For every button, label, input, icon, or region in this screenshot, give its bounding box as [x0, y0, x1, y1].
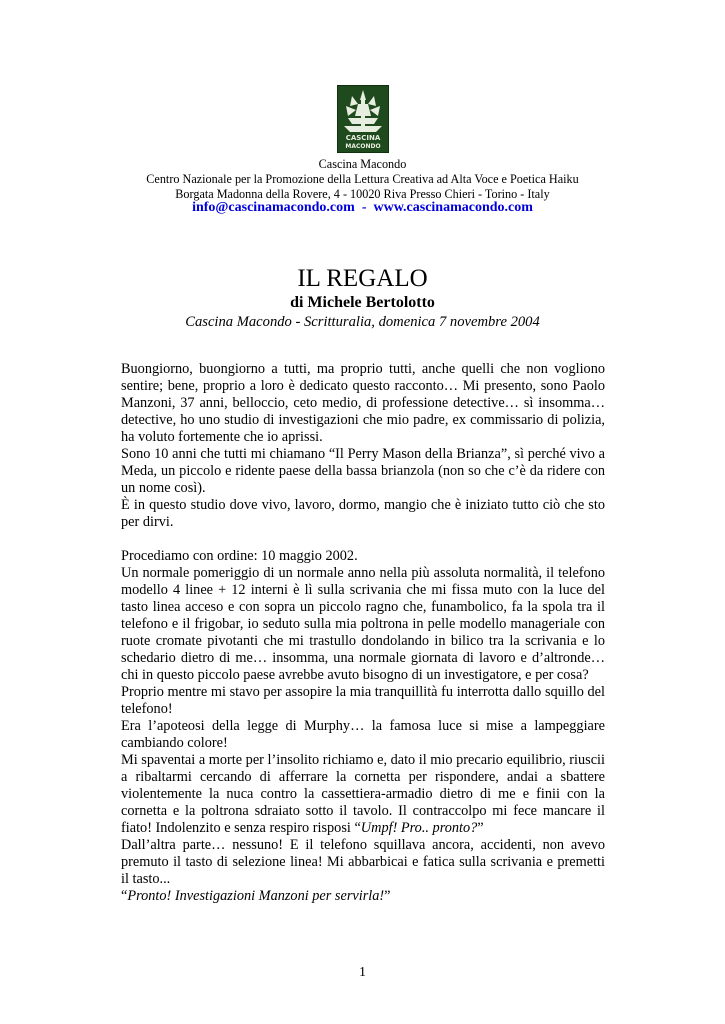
logo-text-line1: CASCINA — [345, 134, 381, 142]
paragraph — [121, 888, 605, 905]
text-run: ” — [477, 820, 484, 836]
website-link[interactable]: www.cascinamacondo.com — [373, 200, 533, 215]
page-number: 1 — [359, 965, 366, 980]
paragraph: Buongiorno, buongiorno a tutti, ma proprio tutti, anche quelli che non vogliono sentire; bene, proprio a loro è dedicato questo racconto… Mi presento, sono Paolo Manzoni, 37 anni, belloccio, ceto medio, di professione detective… sì insomma… detective, ho uno studio di investigazioni che mio padre, ex commissario di polizia, ha voluto fortemente che io aprissi. — [121, 361, 605, 445]
paragraph: Un normale pomeriggio di un normale anno nella più assoluta normalità, il telefono modello 4 linee + 12 interni è lì sulla scrivania che mi fissa muto con la luce del tasto linea acceso e con sopra un piccolo ragno che, funambolico, fa la spola tra il telefono e il frigobar, io seduto sulla mia poltrona in pelle modello manageriale con ruote cromate pivotanti che mi trastullo dondolando in bilico tra la scrivania e lo schedario dietro di me… insomma, una normale giornata di lavoro e d’altronde… chi in questo piccolo paese avrebbe avuto bisogno di un investigatore, e per cosa? — [121, 565, 605, 683]
paragraph — [121, 752, 605, 837]
paragraph: Dall’altra parte… nessuno! E il telefono squillava ancora, accidenti, non avevo premuto il tasto di selezione linea! Mi abbarbicai e fatica sulla scrivania e premetti il tasto... — [121, 837, 605, 887]
text-run: ” — [384, 888, 391, 904]
cascina-macondo-logo — [337, 85, 389, 153]
paragraph: Proprio mentre mi stavo per assopire la mia tranquillità fu interrotta dallo squillo del telefono! — [121, 684, 605, 717]
paragraph: Procediamo con ordine: 10 maggio 2002. — [121, 548, 358, 564]
story-title: IL REGALO — [297, 265, 428, 292]
text-run: Mi spaventai a morte per l’insolito richiamo e, dato il mio precario equilibrio, riuscii a ribaltarmi cercando di afferrare la cornetta per rispondere, andai a sbattere violentemente la nuca contro la cassettiera-armadio dietro di me e finii con la cornetta e la poltrona sdraiato sotto il tavolo. Il contraccolpo mi fece mancare il fiato! Indolenzito e senza respiro risposi “ — [121, 752, 605, 836]
org-description: Centro Nazionale per la Promozione della Lettura Creativa ad Alta Voce e Poetica Haiku — [146, 172, 579, 186]
tree-ship-emblem-icon — [338, 86, 388, 152]
quoted-speech: Umpf! Pro.. pronto? — [360, 820, 478, 836]
logo-text-line2: MACONDO — [345, 143, 381, 150]
org-name: Cascina Macondo — [318, 157, 407, 171]
paragraph: Sono 10 anni che tutti mi chiamano “Il Perry Mason della Brianza”, sì perché vivo a Meda, un piccolo e ridente paese della bassa brianzola (non so che c’è da ridere con un nome così). — [121, 446, 605, 496]
org-address: Borgata Madonna della Rovere, 4 - 10020 Riva Presso Chieri - Torino - Italy — [175, 187, 550, 201]
section-two — [121, 548, 605, 905]
email-link[interactable]: info@cascinamacondo.com — [192, 200, 355, 215]
contact-links — [0, 199, 725, 216]
text-run: “ — [121, 888, 128, 904]
paragraph: Era l’apoteosi della legge di Murphy… la famosa luce si mise a lampeggiare cambiando colore! — [121, 718, 605, 751]
link-separator: - — [361, 200, 367, 215]
story-source: Cascina Macondo - Scritturalia, domenica 7 novembre 2004 — [185, 314, 540, 330]
section-one — [121, 361, 605, 531]
story-author: di Michele Bertolotto — [290, 294, 435, 311]
paragraph: È in questo studio dove vivo, lavoro, dormo, mangio che è iniziato tutto ciò che sto per dirvi. — [121, 497, 605, 530]
quoted-speech: Pronto! Investigazioni Manzoni per servirla! — [127, 888, 385, 904]
